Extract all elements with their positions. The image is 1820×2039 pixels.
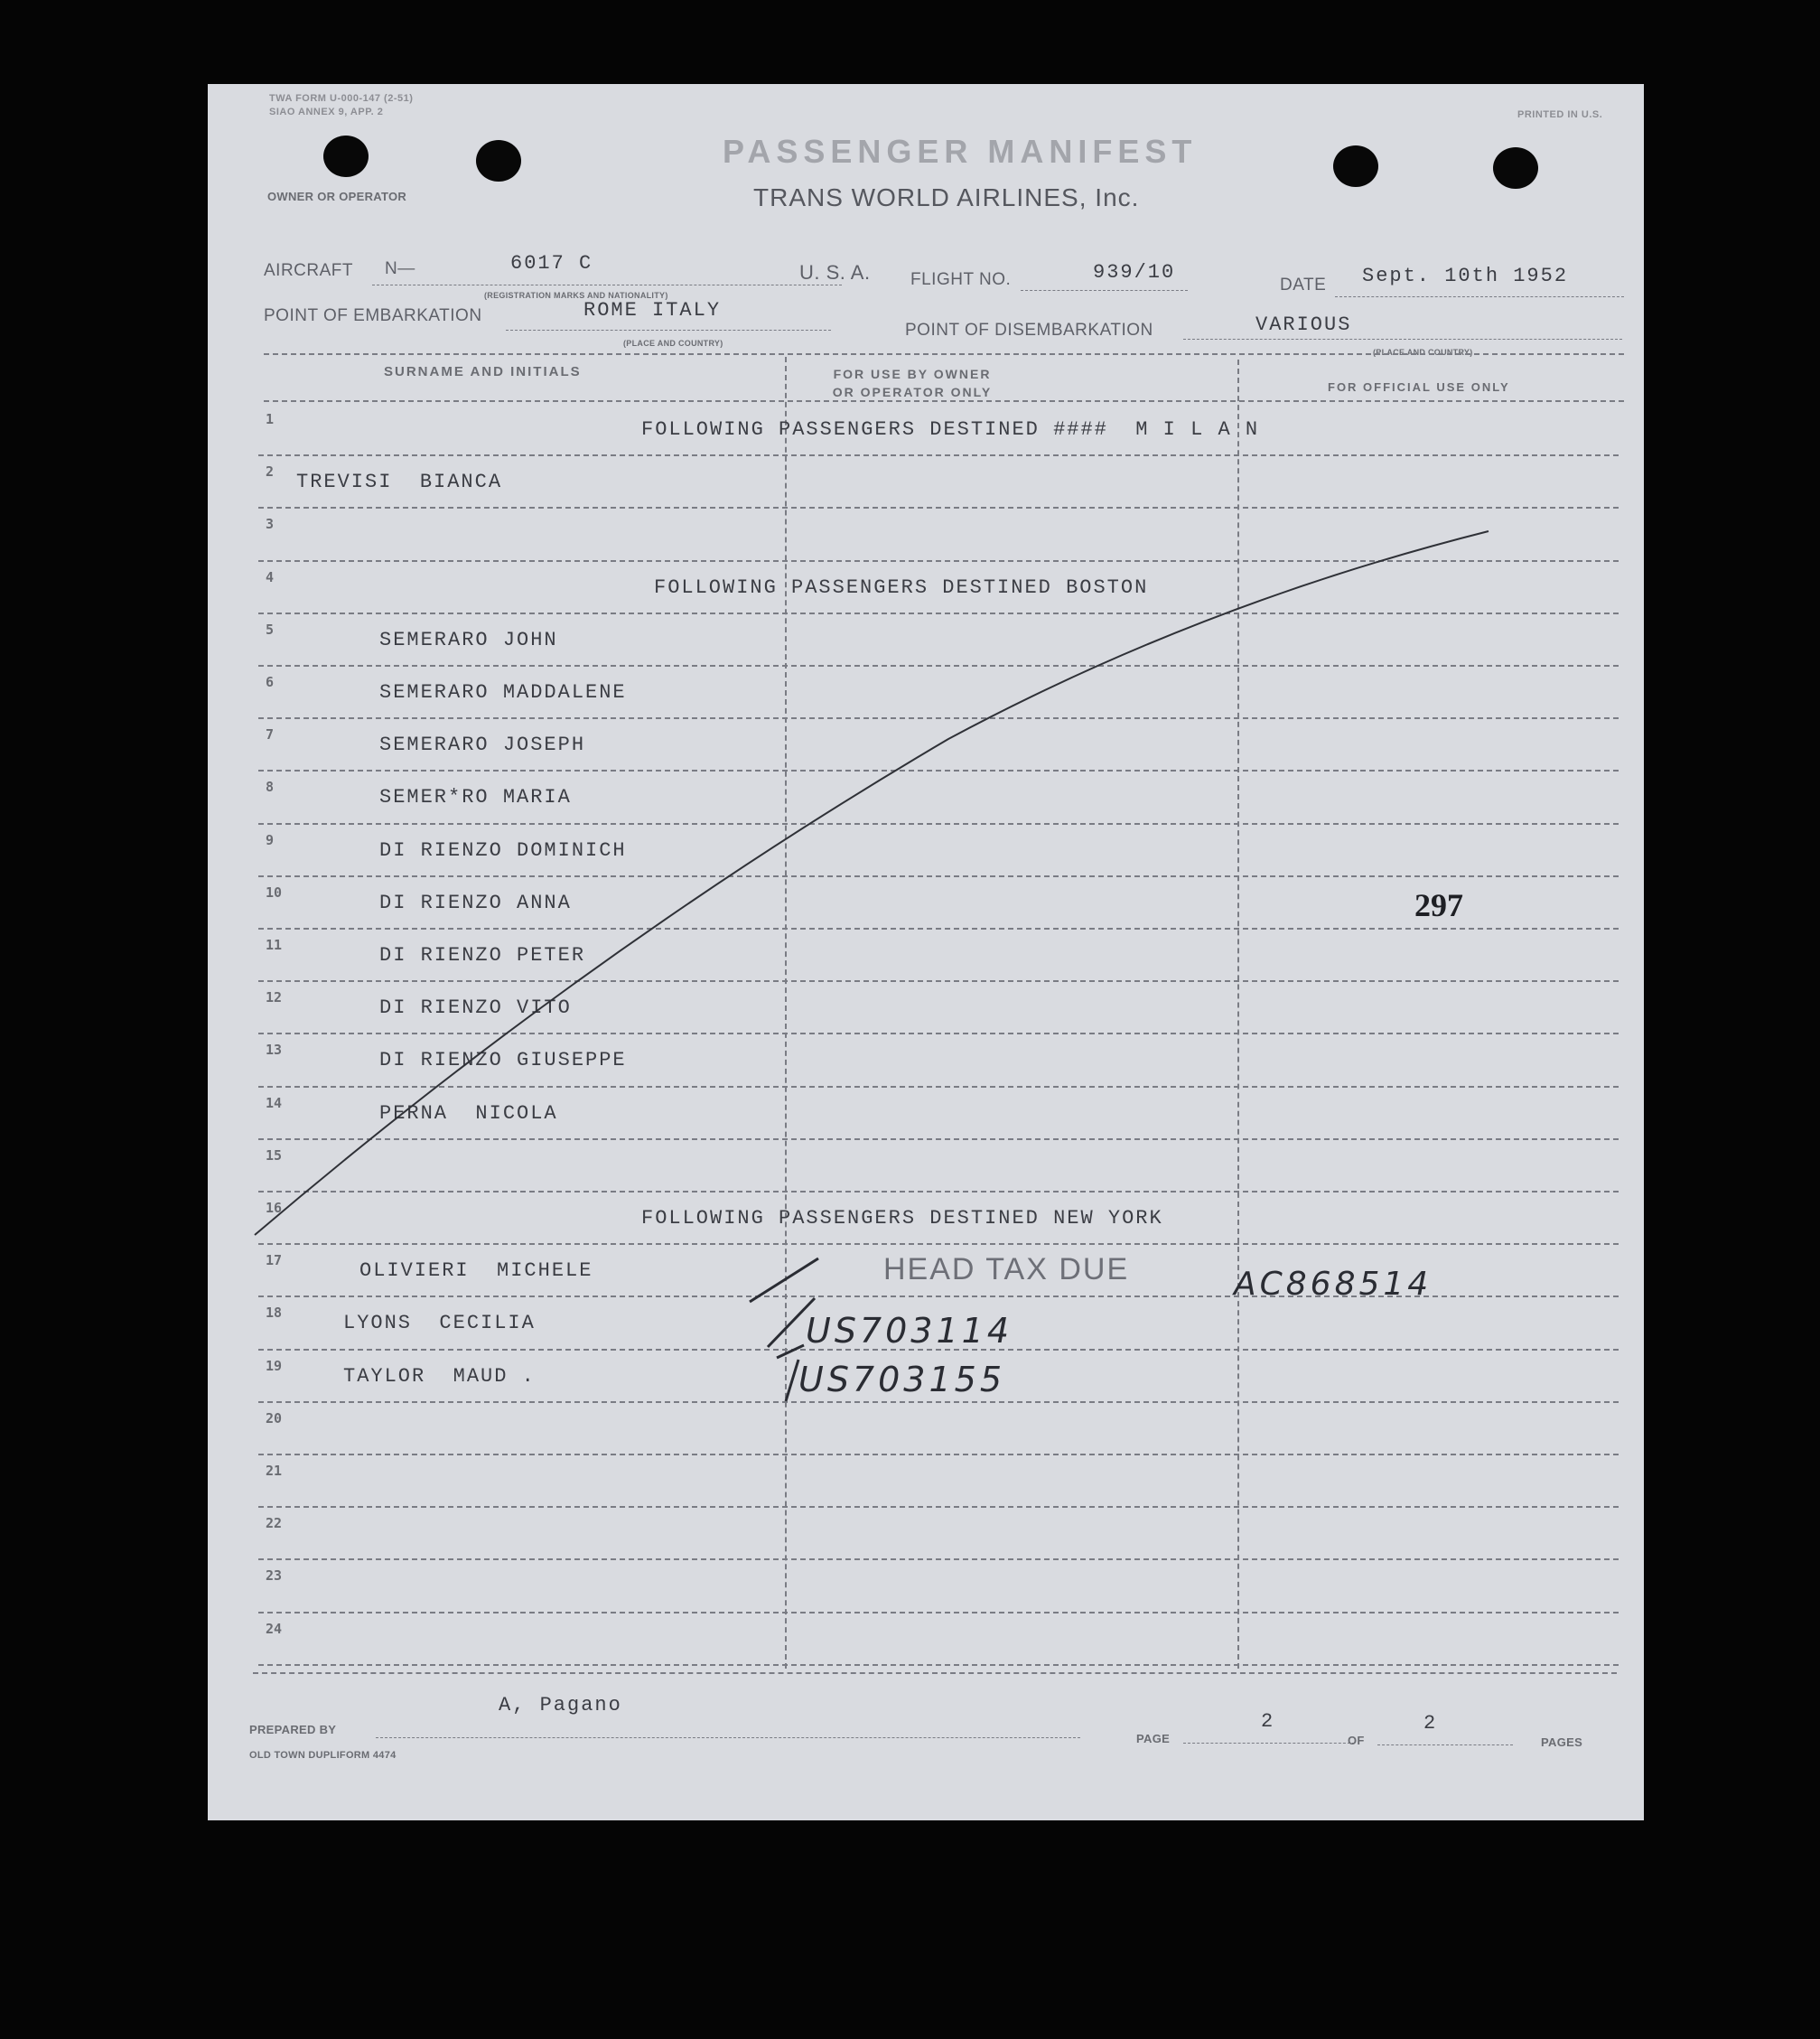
official-number: 297 bbox=[1414, 887, 1463, 923]
place-note-1: (PLACE AND COUNTRY) bbox=[623, 339, 723, 348]
head-tax-stamp: HEAD TAX DUE bbox=[883, 1252, 1130, 1286]
flight-value: 939/10 bbox=[1093, 261, 1176, 284]
row-number: 16 bbox=[266, 1200, 283, 1216]
row-number: 11 bbox=[266, 937, 283, 953]
row-number: 8 bbox=[266, 779, 275, 796]
passenger-name: OLIVIERI MICHELE bbox=[359, 1259, 593, 1283]
disembark-value: VARIOUS bbox=[1255, 313, 1352, 336]
disembark-label: POINT OF DISEMBARKATION bbox=[905, 321, 1153, 340]
col-owner-use-line1: FOR USE BY OWNER bbox=[833, 367, 992, 381]
tick-mark bbox=[750, 1258, 818, 1302]
col-owner-use-line2: OR OPERATOR ONLY bbox=[832, 385, 993, 399]
passenger-name: PERNA NICOLA bbox=[379, 1101, 558, 1125]
row-number: 20 bbox=[266, 1409, 283, 1426]
row-number: 14 bbox=[266, 1094, 283, 1111]
col-surname: SURNAME AND INITIALS bbox=[384, 364, 582, 379]
passenger-name: DI RIENZO GIUSEPPE bbox=[379, 1049, 627, 1072]
passenger-name: DI RIENZO ANNA bbox=[379, 891, 572, 914]
row-number: 3 bbox=[266, 516, 275, 533]
form-id-line1: TWA FORM U-000-147 (2-51) bbox=[269, 93, 414, 104]
row-number: 5 bbox=[266, 621, 275, 638]
owner-label: OWNER OR OPERATOR bbox=[267, 190, 407, 203]
page-title: PASSENGER MANIFEST bbox=[723, 133, 1198, 170]
tick-mark bbox=[777, 1345, 804, 1358]
row-number: 9 bbox=[266, 831, 275, 848]
of-value: 2 bbox=[1423, 1712, 1438, 1735]
passenger-name: TAYLOR MAUD . bbox=[343, 1364, 536, 1388]
row-number: 23 bbox=[266, 1567, 283, 1585]
aircraft-prefix: N— bbox=[385, 259, 415, 278]
printed-in: PRINTED IN U.S. bbox=[1517, 109, 1603, 120]
row-number: 22 bbox=[266, 1515, 283, 1532]
row-number: 10 bbox=[266, 884, 283, 901]
prepared-value: A, Pagano bbox=[499, 1694, 622, 1716]
row-number: 17 bbox=[266, 1252, 283, 1269]
destination-heading: FOLLOWING PASSENGERS DESTINED NEW YORK bbox=[641, 1207, 1163, 1230]
row-number: 21 bbox=[266, 1463, 283, 1479]
row-number: 19 bbox=[266, 1357, 283, 1374]
flight-label: FLIGHT NO. bbox=[910, 270, 1012, 289]
destination-heading: FOLLOWING PASSENGERS DESTINED #### M I L A N bbox=[641, 418, 1260, 441]
diagonal-cancel-line bbox=[255, 531, 1489, 1235]
pages-label: PAGES bbox=[1541, 1735, 1583, 1749]
row-number: 15 bbox=[266, 1146, 283, 1164]
passenger-name: DI RIENZO PETER bbox=[379, 944, 586, 967]
prepared-label: PREPARED BY bbox=[249, 1723, 337, 1736]
page-value: 2 bbox=[1261, 1710, 1275, 1733]
passenger-name: SEMERARO JOSEPH bbox=[379, 734, 586, 757]
tick-mark bbox=[768, 1298, 815, 1347]
manifest-sheet bbox=[208, 84, 1644, 1820]
embark-label: POINT OF EMBARKATION bbox=[264, 306, 482, 325]
handwritten-note-2: US703155 bbox=[798, 1360, 1005, 1399]
row-number: 7 bbox=[266, 726, 275, 744]
row-number: 18 bbox=[266, 1305, 283, 1322]
row-number: 2 bbox=[266, 463, 275, 481]
embark-value: ROME ITALY bbox=[583, 299, 722, 322]
nationality: U. S. A. bbox=[799, 261, 871, 284]
passenger-name: TREVISI BIANCA bbox=[296, 471, 503, 494]
col-official: FOR OFFICIAL USE ONLY bbox=[1328, 380, 1510, 394]
passenger-name: DI RIENZO VITO bbox=[379, 996, 572, 1020]
passenger-name: DI RIENZO DOMINICH bbox=[379, 838, 627, 862]
place-note-2: (PLACE AND COUNTRY) bbox=[1373, 348, 1473, 357]
aircraft-label: AIRCRAFT bbox=[264, 261, 353, 280]
of-label: OF bbox=[1348, 1734, 1365, 1747]
date-label: DATE bbox=[1280, 276, 1327, 295]
row-number: 1 bbox=[266, 411, 275, 427]
row-number: 24 bbox=[266, 1620, 283, 1637]
form-id-line2: SIAO ANNEX 9, APP. 2 bbox=[269, 107, 384, 117]
registration-note: (REGISTRATION MARKS AND NATIONALITY) bbox=[484, 291, 668, 300]
row-number: 4 bbox=[266, 568, 275, 585]
passenger-name: SEMERARO MADDALENE bbox=[379, 681, 627, 704]
row-number: 13 bbox=[266, 1042, 283, 1059]
handwritten-note-1: US703114 bbox=[806, 1311, 1013, 1351]
row-number: 12 bbox=[266, 989, 283, 1006]
airline-name: TRANS WORLD AIRLINES, Inc. bbox=[753, 183, 1140, 211]
destination-heading: FOLLOWING PASSENGERS DESTINED BOSTON bbox=[654, 575, 1149, 599]
page-label: PAGE bbox=[1136, 1732, 1171, 1745]
aircraft-value: 6017 C bbox=[510, 252, 593, 275]
passenger-name: SEMER*RO MARIA bbox=[379, 786, 572, 809]
pen-marks bbox=[208, 84, 1644, 1820]
date-value: Sept. 10th 1952 bbox=[1362, 265, 1569, 287]
handwritten-official-number: AC868514 bbox=[1234, 1266, 1433, 1303]
passenger-name: SEMERARO JOHN bbox=[379, 628, 558, 651]
tick-mark bbox=[786, 1360, 798, 1401]
passenger-name: LYONS CECILIA bbox=[343, 1312, 536, 1335]
footer-code: OLD TOWN DUPLIFORM 4474 bbox=[249, 1750, 397, 1761]
row-number: 6 bbox=[266, 674, 275, 690]
